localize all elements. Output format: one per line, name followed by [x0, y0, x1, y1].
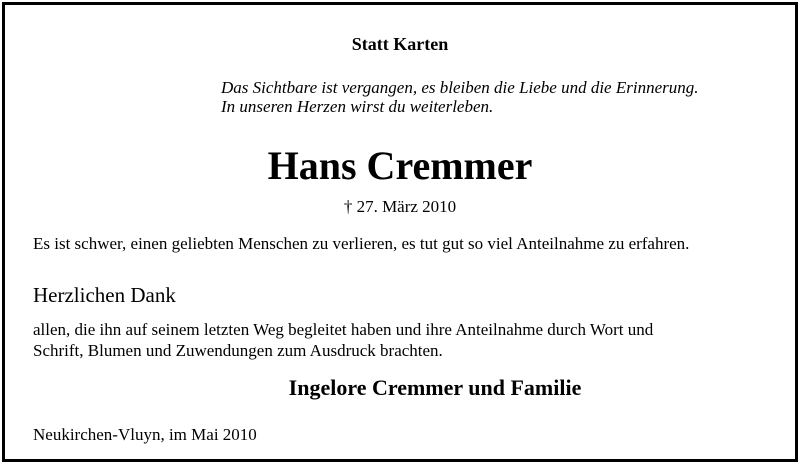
thanks-text-line-1: allen, die ihn auf seinem letzten Weg begleitet haben und ihre Anteilnahme durch Wort und: [33, 320, 654, 339]
thanks-heading: Herzlichen Dank: [33, 283, 176, 307]
intro-text: Es ist schwer, einen geliebten Menschen zu verlieren, es tut gut so viel Anteilnahme zu erfahren.: [33, 234, 690, 253]
quote-line-2: In unseren Herzen wirst du weiterleben.: [221, 97, 494, 116]
family-signature: Ingelore Cremmer und Familie: [288, 375, 582, 400]
thanks-text-line-2: Schrift, Blumen und Zuwendungen zum Ausdruck brachten.: [33, 341, 443, 360]
quote-line-1: Das Sichtbare ist vergangen, es bleiben die Liebe und die Erinnerung.: [221, 78, 699, 97]
place-and-date: Neukirchen-Vluyn, im Mai 2010: [33, 425, 257, 444]
death-date: † 27. März 2010: [343, 197, 457, 216]
notice-header: Statt Karten: [351, 34, 449, 54]
deceased-name: Hans Cremmer: [267, 143, 533, 188]
